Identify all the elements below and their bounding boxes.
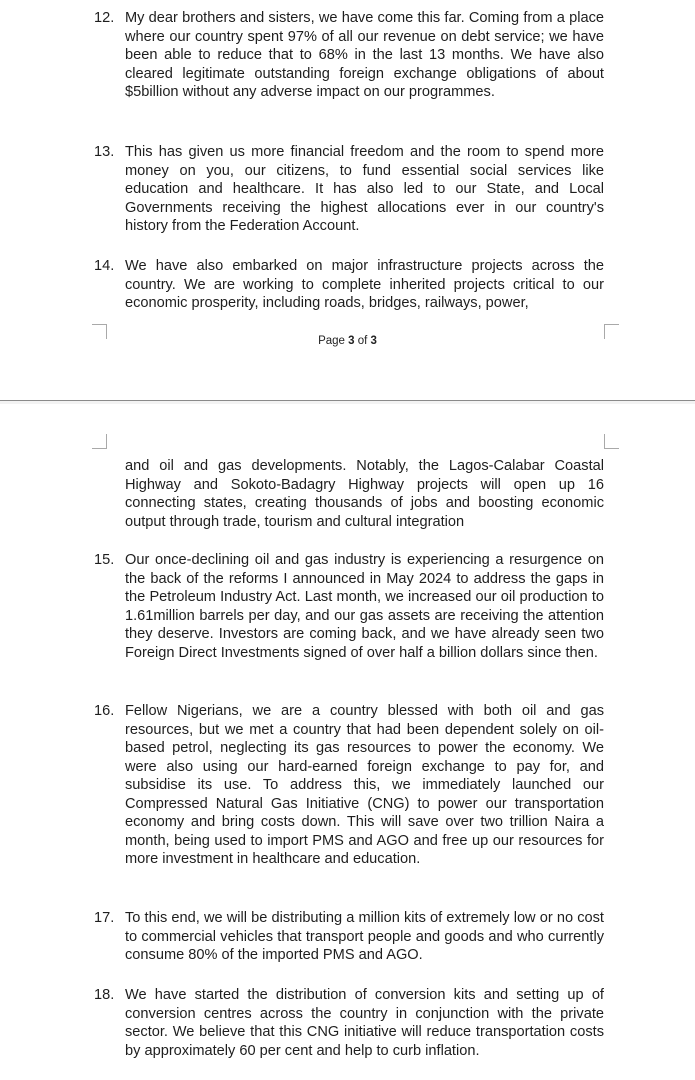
paragraph-number: 12.	[94, 10, 115, 26]
paragraph-text: To this end, we will be distributing a million kits of extremely low or no cost to commercial vehicles that transport people and goods and who currently consume 80% of the imported PMS and AGO.	[125, 910, 604, 963]
paragraph-14	[94, 257, 604, 313]
footer-total-pages: 3	[370, 335, 377, 347]
paragraph-number: 17.	[94, 910, 115, 926]
margin-corner-mark	[604, 434, 619, 449]
paragraph-number: 14.	[94, 258, 115, 274]
paragraph-17	[94, 909, 604, 965]
document-page-lower	[0, 404, 695, 1080]
footer-current-page: 3	[348, 335, 355, 347]
paragraph-text: We have started the distribution of conversion kits and setting up of conversion centres across the country in conjunction with the private sector. We believe that this CNG initiative will reduce transportation costs by approximately 60 per cent and help to curb inflation.	[125, 987, 604, 1059]
paragraph-text: Our once-declining oil and gas industry is experiencing a resurgence on the back of the reforms I announced in May 2024 to address the gaps in the Petroleum Industry Act. Last month, we increased our oil production to 1.61million barrels per day, and our gas assets are receiving the attention they deserve. Investors are coming back, and we have already seen two Foreign Direct Investments signed of over half a billion dollars since then.	[125, 552, 604, 661]
margin-corner-mark	[92, 434, 107, 449]
footer-of: of	[354, 335, 371, 347]
paragraph-12	[94, 9, 604, 102]
paragraph-number: 15.	[94, 552, 115, 568]
paragraph-text: We have also embarked on major infrastructure projects across the country. We are working to complete inherited projects critical to our economic prosperity, including roads, bridges, railways, power,	[125, 258, 604, 311]
page-footer	[0, 335, 695, 347]
paragraph-text: Fellow Nigerians, we are a country blessed with both oil and gas resources, but we met a country that had been dependent solely on oil-based petrol, neglecting its gas resources to power the economy. We were also using our hard-earned foreign exchange to pay for, and subsidise its use. To address this, we immediately launched our Compressed Natural Gas Initiative (CNG) to power our transportation economy and bring costs down. This will save over two trillion Naira a month, being used to import PMS and AGO and free up our resources for more investment in healthcare and education.	[125, 703, 604, 867]
document-page-upper	[0, 0, 695, 400]
paragraph-continuation: and oil and gas developments. Notably, the Lagos-Calabar Coastal Highway and Sokoto-Badagry Highway projects will open up 16 connecting states, creating thousands of jobs and boosting economic output through trade, tourism and cultural integration	[125, 458, 604, 530]
paragraph-number: 13.	[94, 144, 115, 160]
paragraph-15	[94, 551, 604, 662]
paragraph-13	[94, 143, 604, 236]
paragraph-number: 16.	[94, 703, 115, 719]
paragraph-text: This has given us more financial freedom and the room to spend more money on you, our citizens, to fund essential social services like education and healthcare. It has also led to our State, and Local Governments receiving the highest allocations ever in our country's history from the Federation Account.	[125, 144, 604, 234]
paragraph-number: 18.	[94, 987, 115, 1003]
paragraph-text: My dear brothers and sisters, we have come this far. Coming from a place where our country spent 97% of all our revenue on debt service; we have been able to reduce that to 68% in the last 13 months. We have also cleared legitimate outstanding foreign exchange obligations of about $5billion without any adverse impact on our programmes.	[125, 10, 604, 100]
paragraph-16	[94, 702, 604, 869]
footer-prefix: Page	[318, 335, 349, 347]
paragraph-18	[94, 986, 604, 1060]
